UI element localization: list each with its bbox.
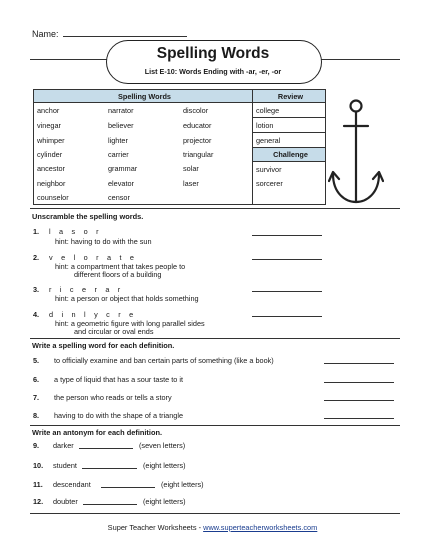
question-number: 10. [33, 461, 44, 470]
answer-line[interactable] [324, 400, 394, 401]
answer-line[interactable] [324, 418, 394, 419]
question-number: 12. [33, 497, 44, 506]
definition-text: a type of liquid that has a sour taste to it [54, 375, 183, 384]
word-cell: carrier [108, 150, 129, 159]
table-row [34, 133, 326, 148]
table-row [34, 148, 326, 162]
word-table [33, 89, 326, 205]
word-cell: lighter [108, 135, 128, 145]
challenge-word-empty [253, 190, 326, 205]
question-1 [33, 227, 102, 236]
letter-count: (eight letters) [161, 480, 204, 489]
review-header: Review [253, 90, 326, 103]
table-row [34, 162, 326, 177]
answer-line[interactable] [101, 487, 155, 488]
page-title: Spelling Words [156, 45, 270, 62]
review-word: general [253, 133, 326, 148]
hint-continued: different floors of a building [74, 270, 162, 279]
table-row [34, 118, 326, 133]
word-cell: triangular [180, 148, 253, 162]
answer-line[interactable] [252, 259, 322, 260]
question-number: 1. [33, 227, 40, 236]
question-5 [33, 356, 274, 365]
scrambled-word: l a s o r [49, 227, 102, 236]
answer-line[interactable] [82, 468, 137, 469]
page-subtitle: List E-10: Words Ending with -ar, -er, -or [144, 67, 282, 76]
word-cell: cylinder [34, 148, 106, 162]
unscramble-heading: Unscramble the spelling words. [32, 212, 144, 221]
question-3 [33, 285, 123, 294]
answer-line[interactable] [83, 504, 137, 505]
question-2 [33, 253, 137, 262]
table-row [34, 176, 326, 190]
word-cell: whimper [34, 133, 106, 148]
spelling-words-header: Spelling Words [34, 90, 253, 103]
word-cell: believer [108, 120, 134, 130]
challenge-word: survivor [253, 162, 326, 177]
question-number: 3. [33, 285, 40, 294]
footer-link[interactable]: www.superteacherworksheets.com [203, 523, 318, 532]
question-number: 11. [33, 480, 43, 489]
scrambled-word: v e l o r a t e [49, 253, 138, 262]
question-number: 5. [33, 356, 40, 365]
answer-line[interactable] [324, 363, 394, 364]
word-cell: grammar [108, 164, 138, 174]
question-10 [33, 461, 77, 470]
hint: hint: having to do with the sun [55, 237, 152, 246]
answer-line[interactable] [252, 316, 322, 317]
challenge-word: sorcerer [253, 176, 326, 190]
question-11 [33, 480, 91, 489]
question-9 [33, 441, 74, 450]
name-label: Name: [32, 29, 59, 39]
word-cell: vinegar [34, 118, 106, 133]
footer [0, 523, 425, 532]
review-word: lotion [253, 118, 326, 133]
question-7 [33, 393, 172, 402]
word-cell: ancestor [34, 162, 106, 177]
word-cell: discolor [180, 103, 253, 118]
antonym-word: descendant [53, 480, 91, 489]
answer-line[interactable] [252, 291, 322, 292]
word-cell: neighbor [34, 176, 106, 190]
word-cell: narrator [108, 105, 134, 115]
name-input-line[interactable] [63, 28, 187, 37]
question-number: 4. [33, 310, 40, 319]
word-cell: elevator [108, 178, 134, 188]
letter-count: (eight letters) [143, 461, 186, 470]
section-divider [30, 338, 400, 339]
antonym-heading: Write an antonym for each definition. [32, 428, 163, 437]
question-number: 8. [33, 411, 40, 420]
word-cell [180, 190, 253, 205]
table-row [34, 103, 326, 118]
definition-heading: Write a spelling word for each definition. [32, 341, 175, 350]
definition-text: having to do with the shape of a triangle [54, 411, 183, 420]
section-divider [30, 425, 400, 426]
answer-line[interactable] [324, 382, 394, 383]
question-12 [33, 497, 78, 506]
answer-line[interactable] [79, 448, 133, 449]
antonym-word: student [53, 461, 77, 470]
letter-count: (eight letters) [143, 497, 186, 506]
section-divider [30, 208, 400, 209]
letter-count: (seven letters) [139, 441, 186, 450]
question-4 [33, 310, 136, 319]
word-cell: counselor [34, 190, 106, 205]
word-cell: projector [180, 133, 253, 148]
scrambled-word: d i n l y c r e [49, 310, 137, 319]
hint: hint: a person or object that holds something [55, 294, 199, 303]
answer-line[interactable] [252, 235, 322, 236]
challenge-header: Challenge [253, 148, 326, 162]
anchor-icon [328, 98, 384, 214]
footer-divider [30, 513, 400, 514]
definition-text: the person who reads or tells a story [54, 393, 172, 402]
hint: hint: a geometric figure with long parallel sides [55, 319, 205, 328]
word-cell: anchor [34, 103, 106, 118]
name-row [32, 28, 187, 39]
footer-text: Super Teacher Worksheets - [107, 523, 204, 532]
review-word: college [253, 103, 326, 118]
question-8 [33, 411, 183, 420]
scrambled-word: r i c e r a r [49, 285, 124, 294]
definition-text: to officially examine and ban certain parts of something (like a book) [54, 356, 274, 365]
question-number: 7. [33, 393, 40, 402]
question-number: 2. [33, 253, 40, 262]
hint-continued: and circular or oval ends [74, 327, 154, 336]
hint: hint: a compartment that takes people to [55, 262, 186, 271]
question-number: 9. [33, 441, 40, 450]
table-row [34, 190, 326, 205]
word-cell: educator [180, 118, 253, 133]
question-6 [33, 375, 183, 384]
word-cell: laser [180, 176, 253, 190]
word-cell: censor [105, 190, 180, 205]
word-cell: solar [180, 162, 253, 177]
question-number: 6. [33, 375, 40, 384]
antonym-word: darker [53, 441, 74, 450]
antonym-word: doubter [53, 497, 78, 506]
